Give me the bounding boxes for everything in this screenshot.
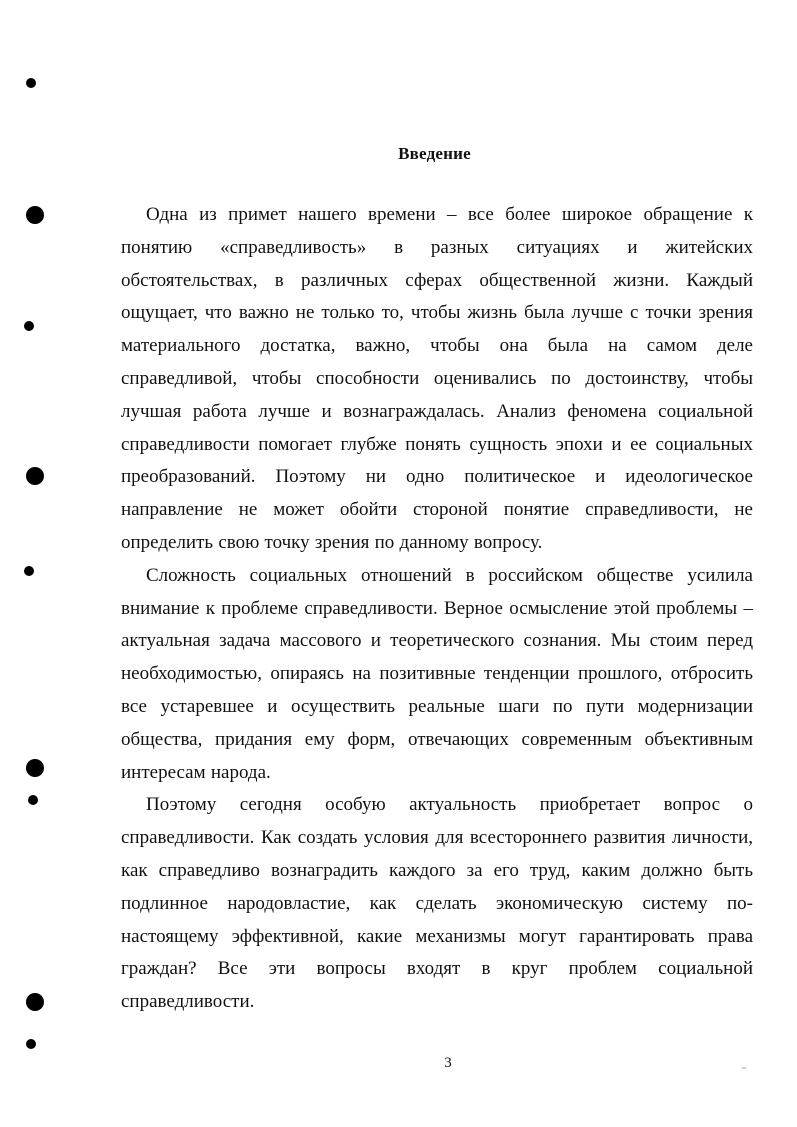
punch-hole bbox=[26, 759, 44, 777]
punch-hole bbox=[26, 467, 44, 485]
document-body bbox=[121, 199, 753, 1019]
punch-hole-mark bbox=[24, 566, 34, 576]
paragraph: Одна из примет нашего времени – все более широкое обращение к понятию «справедливость» в разных ситуациях и житейских обстоятельствах, в различных сферах общественной жизни. Каждый ощущает, что важно не только то, чтобы жизнь была лучше с точки зрения материального достатка, важно, чтобы она была на самом деле справедливой, чтобы способности оценивались по достоинству, чтобы лучшая работа лучше и вознаграждалась. Анализ феномена социальной справедливости помогает глубже понять сущность эпохи и ее социальных преобразований. Поэтому ни одно политическое и идеологическое направление не может обойти стороной понятие справедливости, не определить свою точку зрения по данному вопросу. bbox=[121, 204, 753, 553]
paragraph: Поэтому сегодня особую актуальность приобретает вопрос о справедливости. Как создать условия для всестороннего развития личности, как справедливо вознаградить каждого за его труд, каким должно быть подлинное народовластие, как сделать экономическую систему по-настоящему эффективной, какие механизмы могут гарантировать права граждан? Все эти вопросы входят в круг проблем социальной справедливости. bbox=[121, 794, 753, 1013]
punch-hole bbox=[26, 993, 44, 1011]
document-title: Введение bbox=[398, 144, 471, 163]
punch-hole-mark bbox=[26, 78, 36, 88]
page-number: 3 bbox=[444, 1055, 452, 1071]
scan-artifact bbox=[742, 1067, 746, 1069]
punch-hole-mark bbox=[26, 1039, 36, 1049]
paragraph: Сложность социальных отношений в российском обществе усилила внимание к проблеме справедливости. Верное осмысление этой проблемы – актуальная задача массового и теоретического сознания. Мы стоим перед необходимостью, опираясь на позитивные тенденции прошлого, отбросить все устаревшее и осуществить реальные шаги по пути модернизации общества, придания ему форм, отвечающих современным объективным интересам народа. bbox=[121, 564, 753, 783]
punch-hole-mark bbox=[28, 795, 38, 805]
punch-hole-mark bbox=[24, 321, 34, 331]
punch-hole bbox=[26, 206, 44, 224]
